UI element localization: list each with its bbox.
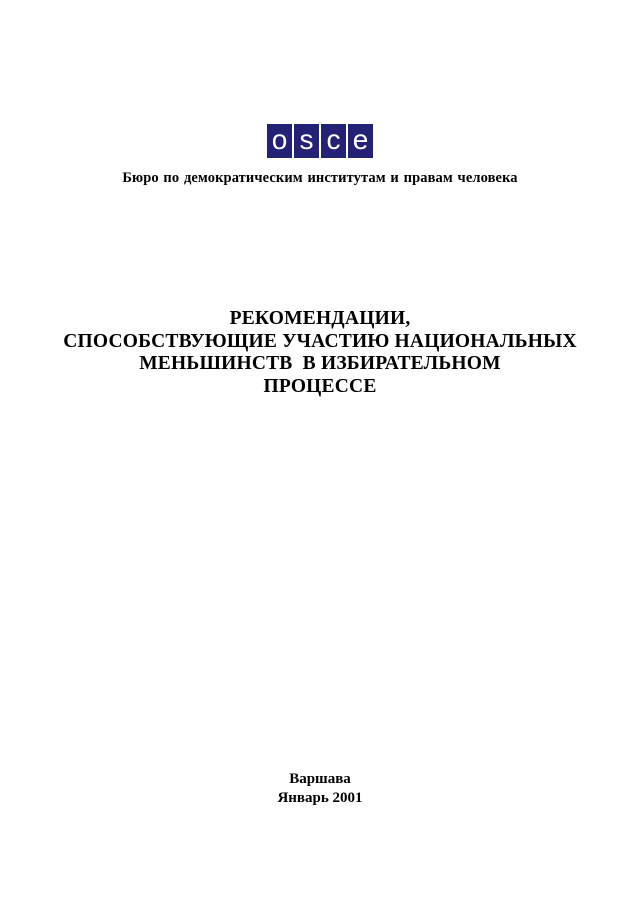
page-title-line-3: МЕНЬШИНСТВ В ИЗБИРАТЕЛЬНОМ [139, 353, 501, 374]
imprint [0, 770, 640, 808]
osce-logo-tile-c: c [321, 124, 346, 158]
osce-logo [0, 124, 640, 158]
imprint-place: Варшава [289, 771, 351, 787]
osce-logo-tile-o: o [267, 124, 292, 158]
osce-logo-tiles [267, 124, 373, 158]
organisation-subtitle: Бюро по демократическим институтам и правам человека [122, 170, 518, 186]
osce-logo-tile-e: e [348, 124, 373, 158]
page-title-line-2: СПОСОБСТВУЮЩИЕ УЧАСТИЮ НАЦИОНАЛЬНЫХ [63, 330, 577, 352]
page-title-line-1: РЕКОМЕНДАЦИИ, [229, 308, 411, 329]
page-title-line-4: ПРОЦЕССЕ [263, 375, 377, 397]
imprint-date: Январь 2001 [277, 790, 363, 806]
osce-logo-tile-s: s [294, 124, 319, 158]
page-title [0, 308, 640, 398]
